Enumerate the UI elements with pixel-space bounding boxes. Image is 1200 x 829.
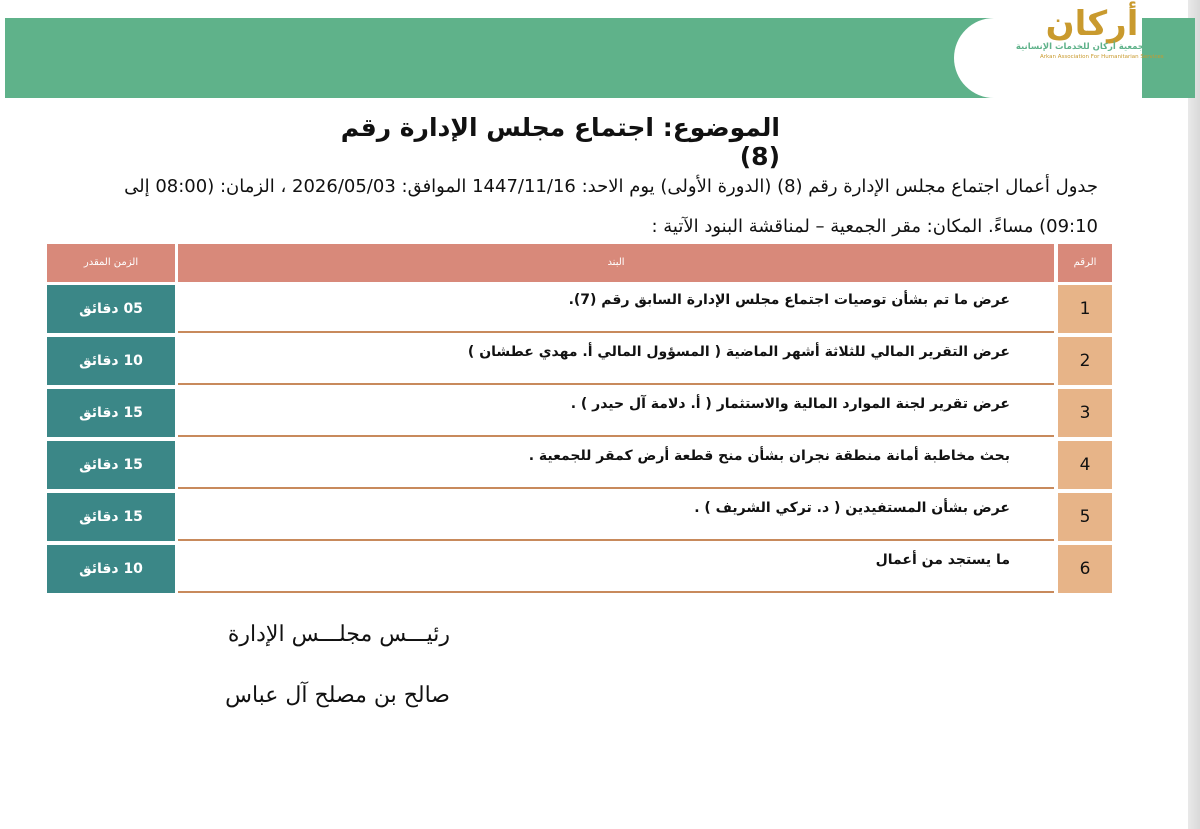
row-time: 10 دقائق [47, 337, 175, 385]
document-title: الموضوع: اجتماع مجلس الإدارة رقم (8) [340, 113, 780, 171]
row-number: 5 [1058, 493, 1112, 541]
row-number: 1 [1058, 285, 1112, 333]
row-time: 05 دقائق [47, 285, 175, 333]
row-item-text: عرض ما تم بشأن توصيات اجتماع مجلس الإدارة السابق رقم (7). [178, 285, 1054, 333]
row-time: 15 دقائق [47, 389, 175, 437]
association-logo [1015, 4, 1164, 76]
intro-line-1: جدول أعمال اجتماع مجلس الإدارة رقم (8) (الدورة الأولى) يوم الاحد: 1447/11/16 الموافق: 2026/05/03 ، الزمان: (08:00 إلى [124, 176, 1098, 197]
row-number: 2 [1058, 337, 1112, 385]
row-time: 10 دقائق [47, 545, 175, 593]
row-item-text: ما يستجد من أعمال [178, 545, 1054, 593]
intro-line-2: 09:10) مساءً. المكان: مقر الجمعية – لمناقشة البنود الآتية : [651, 216, 1098, 237]
header-item: البند [178, 244, 1054, 282]
row-item-text: عرض بشأن المستفيدين ( د. تركي الشريف ) . [178, 493, 1054, 541]
logo-subtitle: جمعية أركان للخدمات الإنسانية [1015, 42, 1144, 52]
header-time: الزمن المقدر [47, 244, 175, 282]
row-item-text: عرض تقرير لجنة الموارد المالية والاستثمار ( أ. دلامة آل حيدر ) . [178, 389, 1054, 437]
signature-role: رئيـــس مجلـــس الإدارة [227, 622, 450, 647]
row-time: 15 دقائق [47, 441, 175, 489]
signature-name: صالح بن مصلح آل عباس [225, 683, 450, 708]
intro-paragraph [80, 167, 1098, 247]
page-edge [1188, 0, 1200, 829]
row-number: 3 [1058, 389, 1112, 437]
row-number: 4 [1058, 441, 1112, 489]
row-time: 15 دقائق [47, 493, 175, 541]
row-item-text: بحث مخاطبة أمانة منطقة نجران بشأن منح قطعة أرض كمقر للجمعية . [178, 441, 1054, 489]
logo-wordmark: أركان [1045, 4, 1139, 44]
header-number: الرقم [1058, 244, 1112, 282]
logo-english-subtitle: Arkan Association For Humanitarian Services [1040, 54, 1164, 60]
row-number: 6 [1058, 545, 1112, 593]
row-item-text: عرض التقرير المالي للثلاثة أشهر الماضية ( المسؤول المالي أ. مهدي عطشان ) [178, 337, 1054, 385]
